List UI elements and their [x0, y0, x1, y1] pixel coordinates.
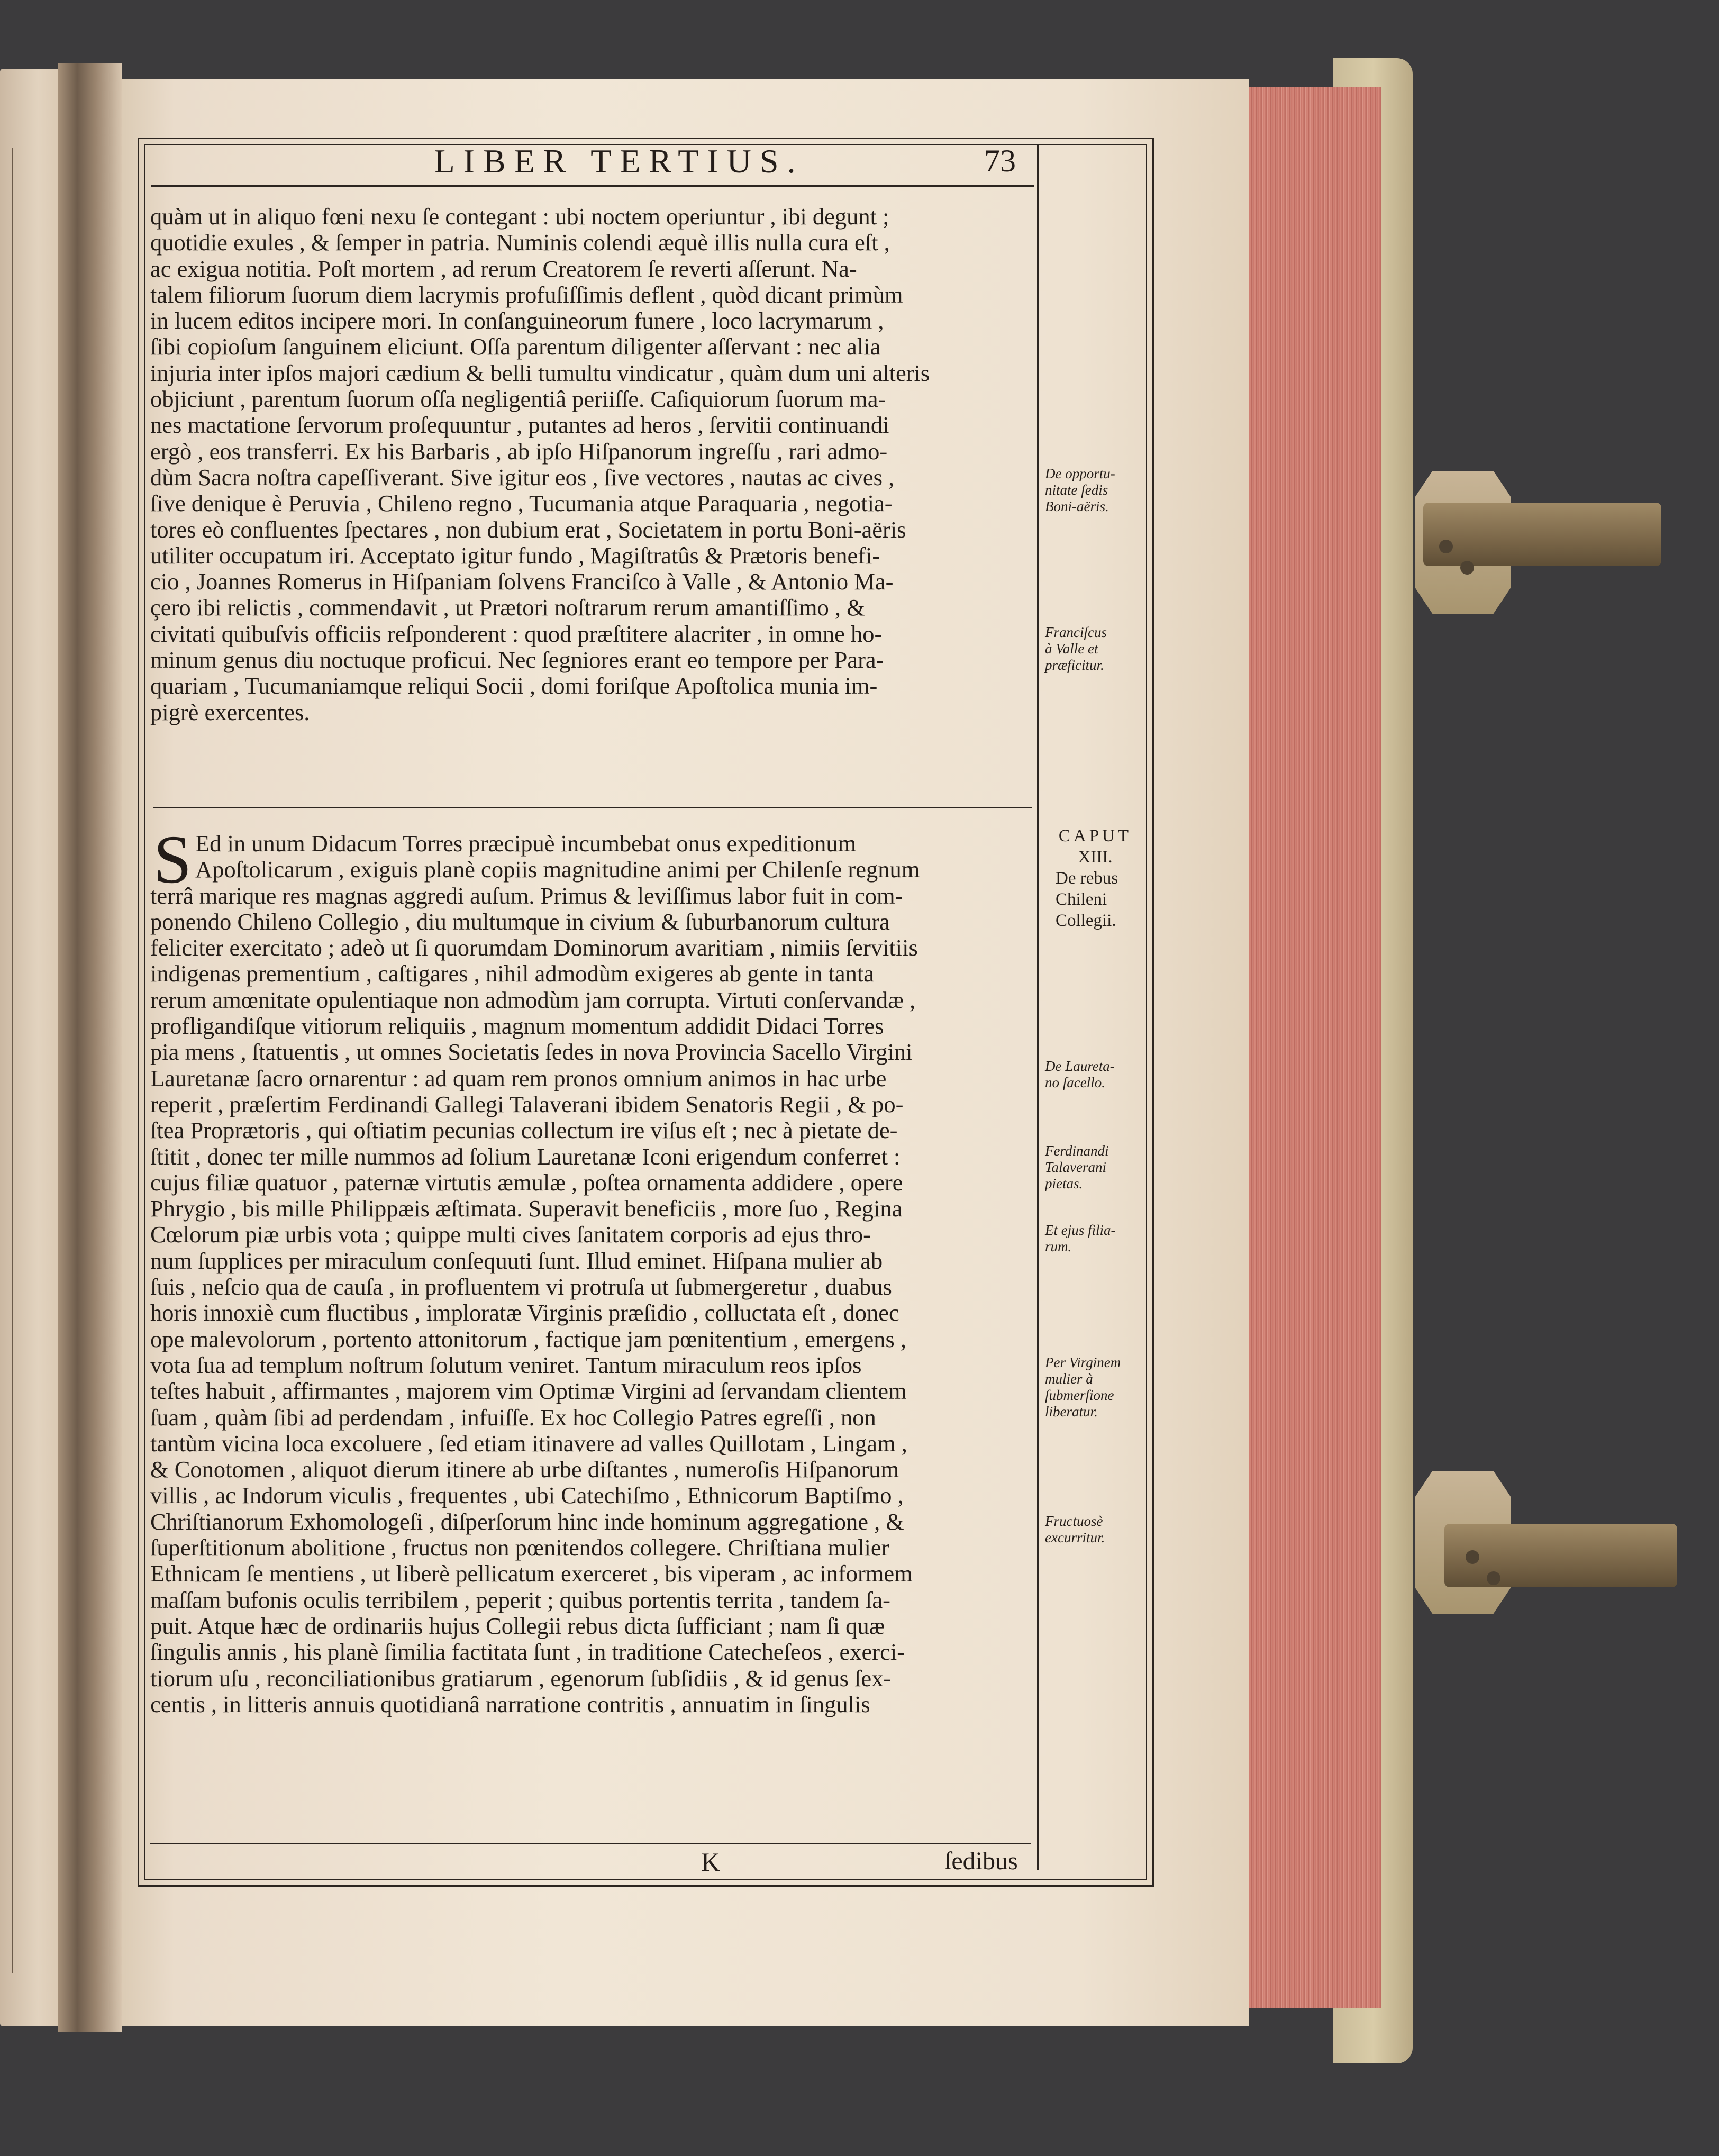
text-line: cujus filiæ quatuor , paternæ virtutis æmulæ , poſtea ornamenta addidere , opere — [150, 1169, 903, 1196]
text-line: horis innoxiè cum fluctibus , imploratæ Virginis præſidio , colluctata eſt , donec — [150, 1299, 899, 1326]
text-line: ſtea Proprætoris , qui oſtiatim pecunias collectum ire viſus eſt ; nec à pietate de- — [150, 1117, 898, 1144]
text-line: utiliter occupatum iri. Acceptato igitur fundo , Magiſtratûs & Prætoris benefi- — [150, 542, 880, 569]
left-page-edge — [0, 69, 63, 2026]
upper-clasp-rivet — [1460, 561, 1474, 575]
text-line: Lauretanæ ſacro ornarentur : ad quam rem pronos omnium animos in hac urbe — [150, 1065, 887, 1091]
text-line: tantùm vicina loca excoluere , ſed etiam itinavere ad valles Quillotam , Lingam , — [150, 1430, 907, 1457]
upper-clasp-rivet — [1439, 540, 1453, 553]
text-line: pia mens , ſtatuentis , ut omnes Societatis ſedes in nova Provincia Sacello Virgini — [150, 1039, 913, 1066]
text-line: villis , ac Indorum viculis , frequentes , ubi Catechiſmo , Ethnicorum Baptiſmo , — [150, 1482, 904, 1509]
chapter-break-rule — [153, 807, 1032, 808]
text-line: Ethnicam ſe mentiens , ut liberè pellicatum exerceret , bis viperam , ac informem — [150, 1560, 913, 1587]
text-line: teſtes habuit , affirmantes , majorem vim Optimæ Virgini ad ſervandam clientem — [150, 1378, 907, 1405]
text-line: quotidie exules , & ſemper in patria. Numinis colendi æquè illis nulla cura eſt , — [150, 229, 890, 256]
running-head: LIBER TERTIUS. — [434, 142, 804, 180]
margin-column-rule — [1037, 145, 1039, 1870]
text-line: pigrè exercentes. — [150, 698, 310, 725]
red-fore-edge — [1241, 87, 1381, 2008]
margin-note: Fructuosè excurritur. — [1045, 1513, 1105, 1545]
text-line: ſuis , neſcio qua de cauſa , in profluentem vi protruſa ut ſubmergeretur , duabus — [150, 1273, 892, 1300]
text-line: ſtitit , donec ter mille nummos ad ſolium Lauretanæ Iconi erigendum conferret : — [150, 1143, 901, 1170]
chapter-title-line: De rebus — [1056, 869, 1118, 888]
text-line: ope malevolorum , portento attonitorum , factique jam pœnitentium , emergens , — [150, 1325, 907, 1352]
text-line: quariam , Tucumaniamque reliqui Socii , domi foriſque Apoſtolica munia im- — [150, 672, 878, 699]
left-page-frame-line — [12, 148, 13, 1973]
text-line: Apoſtolicarum , exiguis planè copiis magnitudine animi per Chilenſe regnum — [195, 856, 920, 883]
chapter-caput: CAPUT — [1058, 826, 1132, 845]
chapter-title-line: Collegii. — [1056, 911, 1116, 930]
text-line: profligandiſque vitiorum reliquiis , magnum momentum addidit Didaci Torres — [150, 1013, 884, 1040]
drop-cap: S — [153, 822, 192, 898]
body-text-part2 — [150, 831, 1029, 1717]
text-line: ſibi copioſum ſanguinem eliciunt. Oſſa parentum diligenter aſſervant : nec alia — [150, 333, 881, 360]
chapter-title-line: Chileni — [1056, 890, 1107, 909]
text-line: nes mactatione ſervorum proſequuntur , putantes ad heros , ſervitii continuandi — [150, 412, 889, 439]
text-line: talem filiorum ſuorum diem lacrymis profuſiſſimis deflent , quòd dicant primùm — [150, 281, 903, 308]
margin-note: Franciſcus à Valle et præficitur. — [1045, 624, 1107, 673]
text-line: ſive denique è Peruvia , Chileno regno , Tucumania atque Paraquaria , negotia- — [150, 490, 893, 517]
signature-mark: K — [701, 1847, 721, 1877]
text-line: quàm ut in aliquo fœni nexu ſe contegant : ubi noctem operiuntur , ibi degunt ; — [150, 203, 889, 230]
text-line: indigenas prementium , caſtigares , nihil admodùm exigeres ab gente in tanta — [150, 960, 874, 987]
text-line: Cœlorum piæ urbis vota ; quippe multi cives ſanitatem corporis ad ejus thro- — [150, 1221, 871, 1248]
lower-clasp-rivet — [1487, 1571, 1500, 1585]
catchword: ſedibus — [944, 1847, 1018, 1875]
text-line: injuria inter ipſos majori cædium & belli tumultu vindicatur , quàm dum uni alteris — [150, 359, 930, 386]
text-line: Chriſtianorum Exhomologeſi , diſperſorum hinc inde hominum aggregatione , & — [150, 1508, 904, 1535]
text-line: centis , in litteris annuis quotidianâ narratione contritis , annuatim in ſingulis — [150, 1690, 870, 1717]
text-line: puit. Atque hæc de ordinariis hujus Collegii rebus dicta ſufficiant ; nam ſi quæ — [150, 1612, 885, 1639]
text-line: ergò , eos transferri. Ex his Barbaris , ab ipſo Hiſpanorum ingreſſu , rari admo- — [150, 438, 888, 465]
book-gutter — [58, 63, 122, 2032]
body-text-part1 — [150, 204, 1029, 725]
margin-note: Et ejus filia- rum. — [1045, 1222, 1116, 1254]
text-line: vota ſua ad templum noſtrum ſolutum veniret. Tantum miraculum reos ipſos — [150, 1351, 862, 1378]
header-rule — [151, 185, 1034, 187]
text-line: ponendo Chileno Collegio , diu multumque in civium & ſuburbanorum cultura — [150, 908, 890, 935]
text-line: civitati quibuſvis officiis reſponderent : quod præſtitere alacriter , in omne ho- — [150, 620, 883, 647]
text-line: in lucem editos incipere mori. In conſanguineorum funere , loco lacrymarum , — [150, 307, 884, 334]
text-line: minum genus diu noctuque proficui. Nec ſegniores erant eo tempore per Para- — [150, 647, 884, 674]
text-line: objiciunt , parentum ſuorum oſſa negligentiâ periiſſe. Caſiquiorum ſuorum ma- — [150, 386, 886, 413]
text-line: ac exigua notitia. Poſt mortem , ad rerum Creatorem ſe reverti aſſerunt. Na- — [150, 255, 857, 282]
chapter-heading — [1045, 825, 1145, 931]
text-line: & Conotomen , aliquot dierum itinere ab urbe diſtantes , numeroſis Hiſpanorum — [150, 1456, 899, 1483]
text-line: feliciter exercitato ; adeò ut ſi quorumdam Dominorum avaritiam , nimiis ſervitiis — [150, 934, 918, 961]
text-line: ſuperſtitionum abolitione , fructus non pœnitendos collegere. Chriſtiana mulier — [150, 1534, 889, 1561]
margin-note: De Laureta- no ſacello. — [1045, 1058, 1115, 1090]
text-line: ſingulis annis , his planè ſimilia factitata ſunt , in traditione Catecheſeos , exerci- — [150, 1639, 905, 1666]
text-line: rerum amœnitate opulentiaque non admodùm jam corrupta. Virtuti conſervandæ , — [150, 986, 916, 1013]
text-line: num ſupplices per miraculum conſequuti ſunt. Illud eminet. Hiſpana mulier ab — [150, 1247, 883, 1274]
lower-clasp-rivet — [1466, 1550, 1479, 1564]
chapter-number: XIII. — [1078, 848, 1113, 867]
page-number: 73 — [984, 143, 1016, 178]
lower-clasp-bar — [1444, 1524, 1677, 1587]
text-line: reperit , præſertim Ferdinandi Gallegi Talaverani ibidem Senatoris Regii , & po- — [150, 1090, 904, 1117]
upper-clasp-bar — [1423, 503, 1661, 566]
margin-note: Ferdinandi Talaverani pietas. — [1045, 1143, 1109, 1191]
text-line: Phrygio , bis mille Philippæis æſtimata. Superavit beneficiis , more ſuo , Regina — [150, 1195, 903, 1222]
text-line: cio , Joannes Romerus in Hiſpaniam ſolvens Franciſco à Valle , & Antonio Ma- — [150, 568, 894, 595]
text-line: tiorum uſu , reconciliationibus gratiarum , egenorum ſubſidiis , & id genus ſex- — [150, 1664, 892, 1691]
text-line: ſuam , quàm ſibi ad perdendam , infuiſſe. Ex hoc Collegio Patres egreſſi , non — [150, 1404, 876, 1431]
margin-note: Per Virginem mulier à ſubmerſione liberatur. — [1045, 1354, 1121, 1420]
text-line: terrâ marique res magnas aggredi auſum. Primus & leviſſimus labor fuit in com- — [150, 882, 903, 909]
text-line: çero ibi relictis , commendavit , ut Prætori noſtrarum rerum amantiſſimo , & — [150, 594, 865, 621]
bottom-rule — [150, 1843, 1031, 1844]
text-line: Ed in unum Didacum Torres præcipuè incumbebat onus expeditionum — [195, 830, 857, 857]
text-line: tores eò confluentes ſpectares , non dubium erat , Societatem in portu Boni-aëris — [150, 516, 906, 543]
margin-note: De opportu- nitate ſedis Boni-aëris. — [1045, 466, 1115, 514]
text-line: maſſam bufonis oculis terribilem , peperit ; quibus portentis territa , tandem ſa- — [150, 1586, 890, 1613]
text-line: dùm Sacra noſtra capeſſiverant. Sive igitur eos , ſive vectores , nautas ac cives , — [150, 463, 895, 490]
